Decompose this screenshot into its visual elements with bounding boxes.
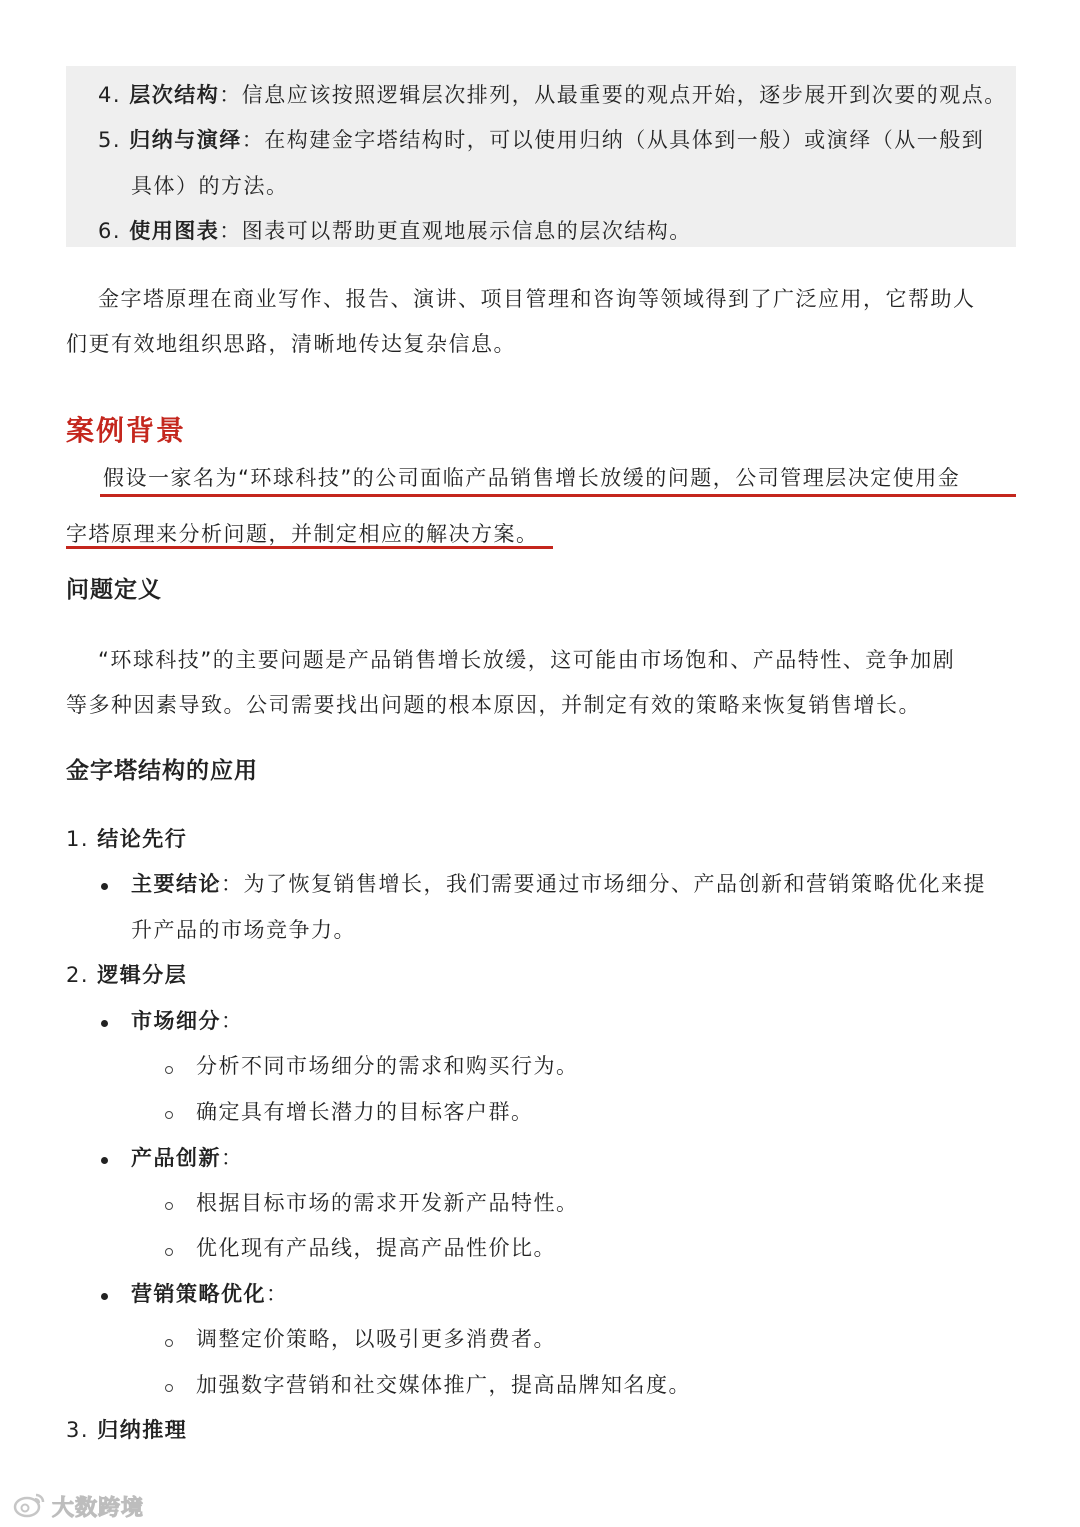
sub-list-item: 确定具有增长潜力的目标客户群。 [196,1100,534,1124]
list-term: 归纳与演绎 [129,128,242,152]
circle-bullet [165,1384,173,1392]
problem-line: 等多种因素导致。公司需要找出问题的根本原因，并制定有效的策略来恢复销售增长。 [66,693,921,717]
section-heading-application: 金字塔结构的应用 [66,758,258,784]
sub-list-item: 调整定价策略，以吸引更多消费者。 [196,1327,556,1351]
circle-bullet [165,1066,173,1074]
list-text: 在构建金字塔结构时，可以使用归纳（从具体到一般）或演绎（从一般到 [264,128,985,152]
list-item-continuation: 具体）的方法。 [131,174,289,198]
circle-bullet [165,1339,173,1347]
step-heading: 2. 逻辑分层 [66,963,188,987]
list-term: 层次结构 [129,83,220,107]
red-underline [66,546,553,549]
list-item: 6. 使用图表：图表可以帮助更直观地展示信息的层次结构。 [98,219,692,243]
circle-bullet [165,1248,173,1256]
group-heading: 市场细分： [131,1009,244,1033]
sub-list-item: 分析不同市场细分的需求和购买行为。 [196,1054,579,1078]
step-heading: 1. 结论先行 [66,827,188,851]
red-underline [100,494,1016,497]
main-conclusion-continuation: 升产品的市场竞争力。 [131,918,356,942]
problem-line: “环球科技”的主要问题是产品销售增长放缓，这可能由市场饱和、产品特性、竞争加剧 [98,648,956,672]
section-heading-case-background: 案例背景 [66,414,187,447]
sub-list-item: 加强数字营销和社交媒体推广，提高品牌知名度。 [196,1373,691,1397]
sub-list-item: 根据目标市场的需求开发新产品特性。 [196,1191,579,1215]
bullet-dot [101,1020,108,1027]
list-item: 5. 归纳与演绎：在构建金字塔结构时，可以使用归纳（从具体到一般）或演绎（从一般到 [98,128,985,152]
group-heading: 产品创新： [131,1146,244,1170]
group-heading: 营销策略优化： [131,1282,289,1306]
list-item: 4. 层次结构：信息应该按照逻辑层次排列，从最重要的观点开始，逐步展开到次要的观点。 [98,83,1007,107]
list-text: 信息应该按照逻辑层次排列，从最重要的观点开始，逐步展开到次要的观点。 [241,83,1007,107]
bullet-dot [101,1293,108,1300]
list-term: 使用图表 [129,219,220,243]
sub-list-item: 优化现有产品线，提高产品性价比。 [196,1236,556,1260]
watermark-text: 大数跨境 [52,1495,145,1521]
circle-bullet [165,1202,173,1210]
circle-bullet [165,1111,173,1119]
bullet-dot [101,883,108,890]
watermark [12,1490,144,1522]
step-heading: 3. 归纳推理 [66,1418,188,1442]
section-heading-problem-definition: 问题定义 [66,577,162,603]
bullet-dot [101,1157,108,1164]
case-background-line: 假设一家名为“环球科技”的公司面临产品销售增长放缓的问题，公司管理层决定使用金 [103,466,961,490]
summary-line: 金字塔原理在商业写作、报告、演讲、项目管理和咨询等领域得到了广泛应用，它帮助人 [98,287,976,311]
case-background-line: 字塔原理来分析问题，并制定相应的解决方案。 [66,522,539,546]
weibo-logo-icon [12,1490,46,1522]
list-text: 图表可以帮助更直观地展示信息的层次结构。 [241,219,692,243]
summary-line: 们更有效地组织思路，清晰地传达复杂信息。 [66,332,516,356]
main-conclusion: 主要结论：为了恢复销售增长，我们需要通过市场细分、产品创新和营销策略优化来提 [131,872,986,896]
